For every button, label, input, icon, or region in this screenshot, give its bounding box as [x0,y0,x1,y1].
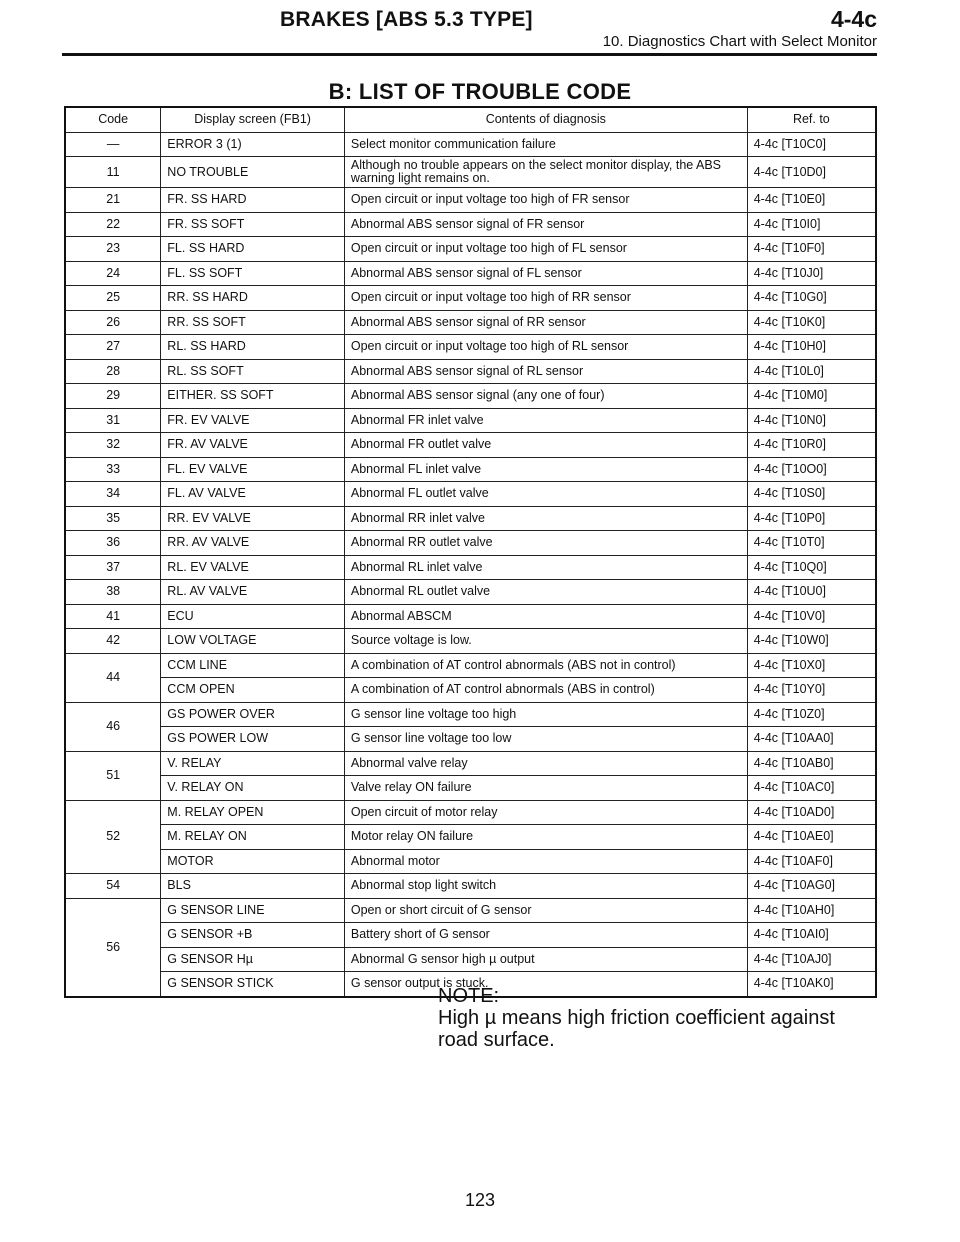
display-cell: EITHER. SS SOFT [161,384,345,409]
table-row [65,825,876,850]
table-row [65,898,876,923]
note-text: High µ means high friction coefficient against road surface. [438,1007,835,1051]
display-cell: M. RELAY OPEN [161,800,345,825]
contents-cell: Abnormal FR outlet valve [344,433,747,458]
code-cell: 36 [65,531,161,556]
display-cell: FL. AV VALVE [161,482,345,507]
ref-cell: 4-4c [T10AI0] [747,923,876,948]
code-cell: 25 [65,286,161,311]
ref-cell: 4-4c [T10W0] [747,629,876,654]
code-cell: 46 [65,702,161,751]
display-cell: FR. SS HARD [161,188,345,213]
contents-cell: G sensor output is stuck. [344,972,747,997]
ref-cell: 4-4c [T10M0] [747,384,876,409]
table-row [65,310,876,335]
contents-cell: Although no trouble appears on the select monitor display, the ABS warning light remains on. [344,157,747,188]
ref-cell: 4-4c [T10X0] [747,653,876,678]
display-cell: ERROR 3 (1) [161,132,345,157]
table-row [65,359,876,384]
contents-cell: Abnormal RR outlet valve [344,531,747,556]
contents-cell: Abnormal RL outlet valve [344,580,747,605]
table-row [65,335,876,360]
table-row [65,506,876,531]
contents-cell: G sensor line voltage too low [344,727,747,752]
code-cell: 42 [65,629,161,654]
ref-cell: 4-4c [T10AF0] [747,849,876,874]
ref-cell: 4-4c [T10H0] [747,335,876,360]
display-cell: RR. SS SOFT [161,310,345,335]
code-cell: 29 [65,384,161,409]
table-row [65,408,876,433]
code-cell: 21 [65,188,161,213]
table-row [65,188,876,213]
ref-cell: 4-4c [T10AC0] [747,776,876,801]
display-cell: G SENSOR +B [161,923,345,948]
ref-cell: 4-4c [T10P0] [747,506,876,531]
code-cell: 32 [65,433,161,458]
display-cell: V. RELAY ON [161,776,345,801]
contents-cell: Abnormal FL outlet valve [344,482,747,507]
contents-cell: Abnormal ABS sensor signal of FL sensor [344,261,747,286]
ref-cell: 4-4c [T10AJ0] [747,947,876,972]
ref-cell: 4-4c [T10V0] [747,604,876,629]
ref-cell: 4-4c [T10J0] [747,261,876,286]
table-row [65,433,876,458]
display-cell: FR. EV VALVE [161,408,345,433]
display-cell: CCM LINE [161,653,345,678]
display-cell: FL. SS SOFT [161,261,345,286]
table-row [65,727,876,752]
ref-cell: 4-4c [T10T0] [747,531,876,556]
code-cell: 38 [65,580,161,605]
table-header-row [65,107,876,132]
table-row [65,531,876,556]
contents-cell: Abnormal G sensor high µ output [344,947,747,972]
display-cell: NO TROUBLE [161,157,345,188]
column-header-contents: Contents of diagnosis [344,107,747,132]
display-cell: RR. EV VALVE [161,506,345,531]
ref-cell: 4-4c [T10D0] [747,157,876,188]
table-row [65,800,876,825]
table-row [65,702,876,727]
code-cell: 35 [65,506,161,531]
table-row [65,482,876,507]
ref-cell: 4-4c [T10G0] [747,286,876,311]
table-body [65,132,876,997]
table-row [65,776,876,801]
code-cell: 27 [65,335,161,360]
ref-cell: 4-4c [T10AK0] [747,972,876,997]
contents-cell: Abnormal ABS sensor signal of RL sensor [344,359,747,384]
table-row [65,751,876,776]
code-cell: 51 [65,751,161,800]
contents-cell: Valve relay ON failure [344,776,747,801]
table-row [65,555,876,580]
contents-cell: Abnormal RL inlet valve [344,555,747,580]
code-cell: 56 [65,898,161,997]
table-row [65,237,876,262]
code-cell: 31 [65,408,161,433]
contents-cell: Source voltage is low. [344,629,747,654]
display-cell: G SENSOR STICK [161,972,345,997]
table-row [65,132,876,157]
table-row [65,604,876,629]
code-cell: 34 [65,482,161,507]
column-header-code: Code [65,107,161,132]
code-cell: 28 [65,359,161,384]
ref-cell: 4-4c [T10E0] [747,188,876,213]
code-cell: 44 [65,653,161,702]
table-row [65,923,876,948]
trouble-code-table [64,106,877,998]
ref-cell: 4-4c [T10AB0] [747,751,876,776]
contents-cell: Battery short of G sensor [344,923,747,948]
contents-cell: Abnormal valve relay [344,751,747,776]
contents-cell: Motor relay ON failure [344,825,747,850]
contents-cell: Abnormal motor [344,849,747,874]
contents-cell: Open circuit or input voltage too high of RL sensor [344,335,747,360]
display-cell: ECU [161,604,345,629]
table-row [65,580,876,605]
contents-cell: Abnormal ABS sensor signal (any one of four) [344,384,747,409]
code-cell: 37 [65,555,161,580]
code-cell: — [65,132,161,157]
contents-cell: A combination of AT control abnormals (ABS not in control) [344,653,747,678]
contents-cell: Select monitor communication failure [344,132,747,157]
contents-cell: Abnormal ABS sensor signal of FR sensor [344,212,747,237]
display-cell: GS POWER OVER [161,702,345,727]
table-row [65,874,876,899]
ref-cell: 4-4c [T10K0] [747,310,876,335]
ref-cell: 4-4c [T10Z0] [747,702,876,727]
display-cell: G SENSOR Hµ [161,947,345,972]
contents-cell: Open circuit or input voltage too high of FL sensor [344,237,747,262]
table-row [65,653,876,678]
code-cell: 54 [65,874,161,899]
table-row [65,384,876,409]
column-header-display: Display screen (FB1) [161,107,345,132]
column-header-ref: Ref. to [747,107,876,132]
display-cell: FR. SS SOFT [161,212,345,237]
note-block [438,985,878,1051]
display-cell: G SENSOR LINE [161,898,345,923]
display-cell: GS POWER LOW [161,727,345,752]
ref-cell: 4-4c [T10R0] [747,433,876,458]
display-cell: FL. EV VALVE [161,457,345,482]
table-row [65,629,876,654]
display-cell: V. RELAY [161,751,345,776]
display-cell: RR. AV VALVE [161,531,345,556]
table-row [65,457,876,482]
display-cell: BLS [161,874,345,899]
contents-cell: Abnormal RR inlet valve [344,506,747,531]
ref-cell: 4-4c [T10C0] [747,132,876,157]
ref-cell: 4-4c [T10AD0] [747,800,876,825]
ref-cell: 4-4c [T10AA0] [747,727,876,752]
code-cell: 41 [65,604,161,629]
code-cell: 33 [65,457,161,482]
display-cell: CCM OPEN [161,678,345,703]
contents-cell: Abnormal ABSCM [344,604,747,629]
ref-cell: 4-4c [T10AH0] [747,898,876,923]
contents-cell: Abnormal stop light switch [344,874,747,899]
display-cell: FR. AV VALVE [161,433,345,458]
contents-cell: Open circuit or input voltage too high of RR sensor [344,286,747,311]
code-cell: 11 [65,157,161,188]
ref-cell: 4-4c [T10F0] [747,237,876,262]
table-row [65,286,876,311]
code-cell: 26 [65,310,161,335]
page-number: 123 [464,1190,496,1210]
contents-cell: Abnormal FR inlet valve [344,408,747,433]
ref-cell: 4-4c [T10L0] [747,359,876,384]
display-cell: RL. SS SOFT [161,359,345,384]
ref-cell: 4-4c [T10O0] [747,457,876,482]
ref-cell: 4-4c [T10Y0] [747,678,876,703]
table-row [65,212,876,237]
display-cell: RL. EV VALVE [161,555,345,580]
ref-cell: 4-4c [T10I0] [747,212,876,237]
contents-cell: Open or short circuit of G sensor [344,898,747,923]
manual-chapter-title: BRAKES [ABS 5.3 TYPE] [280,8,533,31]
code-cell: 23 [65,237,161,262]
table-row [65,678,876,703]
display-cell: RR. SS HARD [161,286,345,311]
code-cell: 52 [65,800,161,874]
display-cell: RL. SS HARD [161,335,345,360]
display-cell: MOTOR [161,849,345,874]
contents-cell: G sensor line voltage too high [344,702,747,727]
table-row [65,849,876,874]
ref-cell: 4-4c [T10N0] [747,408,876,433]
section-subtitle: 10. Diagnostics Chart with Select Monitor [602,33,877,50]
contents-cell: Open circuit or input voltage too high of FR sensor [344,188,747,213]
ref-cell: 4-4c [T10U0] [747,580,876,605]
contents-cell: Abnormal ABS sensor signal of RR sensor [344,310,747,335]
ref-cell: 4-4c [T10Q0] [747,555,876,580]
contents-cell: Abnormal FL inlet valve [344,457,747,482]
display-cell: RL. AV VALVE [161,580,345,605]
contents-cell: A combination of AT control abnormals (ABS in control) [344,678,747,703]
code-cell: 24 [65,261,161,286]
display-cell: M. RELAY ON [161,825,345,850]
code-cell: 22 [65,212,161,237]
display-cell: FL. SS HARD [161,237,345,262]
contents-cell: Open circuit of motor relay [344,800,747,825]
header-divider [62,53,877,56]
display-cell: LOW VOLTAGE [161,629,345,654]
ref-cell: 4-4c [T10S0] [747,482,876,507]
page-heading: B: LIST OF TROUBLE CODE [328,79,632,104]
note-label: NOTE: [438,985,500,1007]
table-row [65,261,876,286]
table-row [65,157,876,188]
table-row [65,947,876,972]
ref-cell: 4-4c [T10AE0] [747,825,876,850]
section-number: 4-4c [830,6,877,32]
ref-cell: 4-4c [T10AG0] [747,874,876,899]
